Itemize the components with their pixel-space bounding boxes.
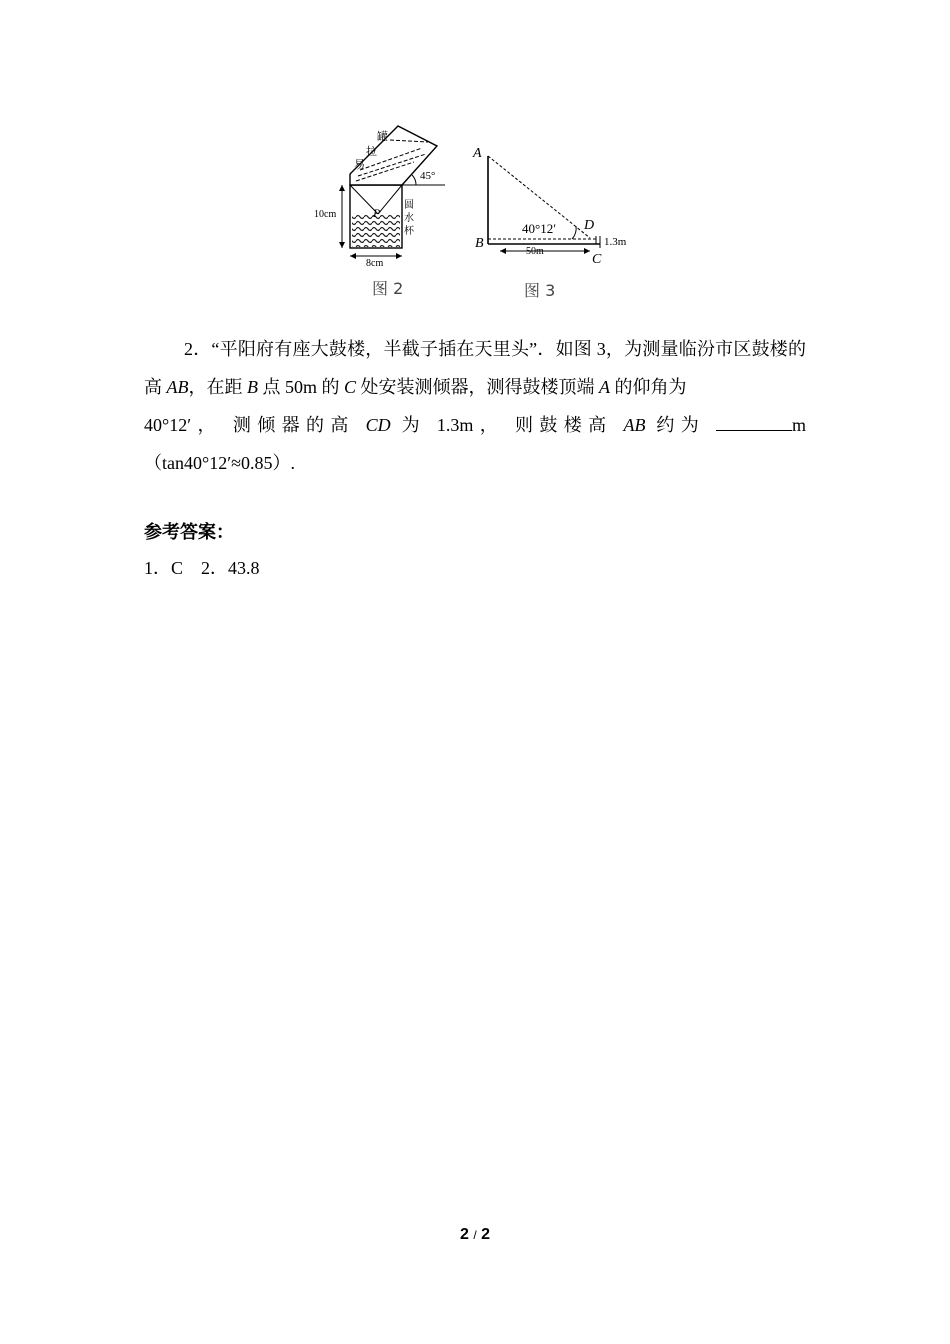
- problem-line-3: [144, 406, 806, 444]
- problem-text-2: ，在距: [188, 377, 247, 397]
- fig3-point-a: A: [473, 146, 482, 161]
- problem-paragraph: [144, 330, 806, 406]
- line3-part-3: 为 1.3m，: [401, 415, 505, 435]
- problem-text-4: 处安装测倾器，测得鼓楼顶端: [356, 377, 600, 397]
- fig2-cup-label-1: 圆: [404, 200, 414, 211]
- problem-line-4: （tan40°12′≈0.85）.: [144, 453, 296, 473]
- var-ab-2: AB: [623, 415, 646, 435]
- problem-number: 2．: [184, 339, 212, 359]
- fig2-cup-label-3: 杯: [404, 226, 414, 237]
- page-separator: /: [473, 1228, 477, 1242]
- page-number: [0, 1226, 950, 1244]
- page-total: 2: [481, 1226, 491, 1243]
- line3-part-5: 约为: [656, 415, 706, 435]
- line3-part-1: 40°12′，: [144, 415, 222, 435]
- fig2-drawing: [339, 126, 445, 259]
- answer-blank[interactable]: [716, 414, 792, 431]
- fig2-angle-label: 45°: [420, 170, 436, 182]
- var-c: C: [344, 377, 357, 397]
- var-cd: CD: [365, 415, 391, 435]
- fig3-point-d: D: [584, 218, 595, 233]
- problem-text-1: “平阳府有座大鼓楼，半截子插在天里头”．如图 3，为测量临汾市区鼓楼的高: [144, 339, 806, 397]
- answer-title: 参考答案：: [144, 522, 234, 543]
- fig3-point-b: B: [475, 236, 484, 251]
- var-a: A: [599, 377, 611, 397]
- figures: [300, 118, 660, 308]
- line3-part-4: 则鼓楼高: [515, 415, 613, 435]
- fig2-cup-label-2: 水: [404, 213, 414, 224]
- fig3-drawing: [488, 156, 600, 254]
- fig2-width-label: 8cm: [366, 258, 384, 269]
- fig2-can-label-2: 拉: [366, 145, 377, 158]
- fig2-can-label-1: 罐: [377, 130, 388, 143]
- fig3-angle-label: 40°12′: [522, 221, 557, 236]
- fig2-height-label: 10cm: [314, 209, 337, 220]
- unit-m: m: [792, 415, 807, 435]
- fig2-point-p: P: [373, 206, 381, 220]
- fig3-height-label: 1.3m: [604, 236, 627, 248]
- fig2-can-label-3: 易: [354, 158, 365, 171]
- problem-text-3: 点 50m 的: [258, 377, 345, 397]
- page-current: 2: [459, 1226, 469, 1243]
- var-b: B: [247, 377, 258, 397]
- fig3-point-c: C: [592, 252, 602, 267]
- fig3-distance-label: 50m: [526, 246, 544, 257]
- answer-body: 1．C 2．43.8: [144, 558, 260, 578]
- problem-2: [144, 330, 806, 482]
- fig3-caption: 图 3: [524, 281, 556, 300]
- fig2-caption: 图 2: [372, 279, 404, 298]
- problem-text-5: 的仰角为: [610, 377, 687, 397]
- line3-part-2: 测倾器的高: [232, 415, 355, 435]
- var-ab: AB: [166, 377, 189, 397]
